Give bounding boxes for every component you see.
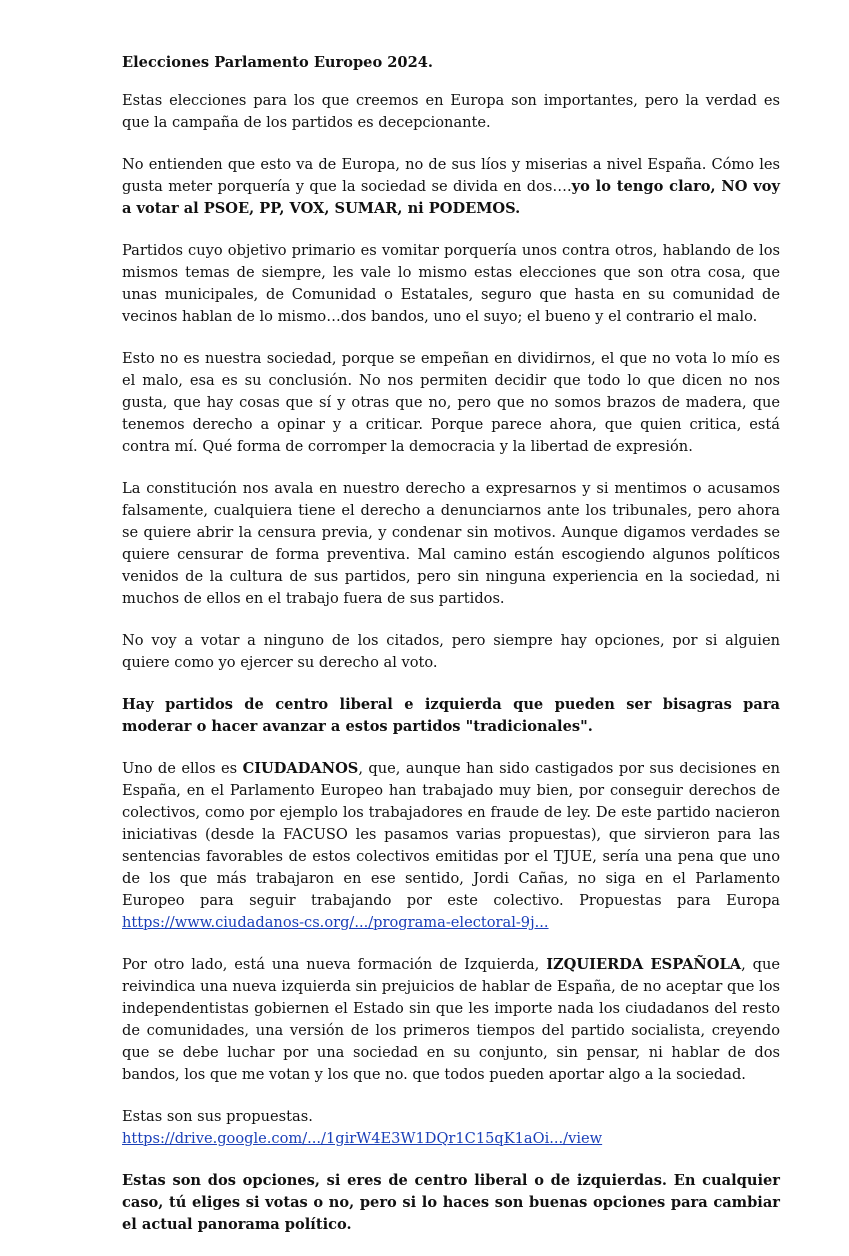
paragraph-ciudadanos-pre: Uno de ellos es — [122, 760, 243, 777]
paragraph-society: Esto no es nuestra sociedad, porque se empeñan en dividirnos, el que no vota lo mío es el malo, esa es su conclusión. No nos permiten decidir que todo lo que dicen no nos gusta, que hay cosas que sí y otras que no, pero que no somos brazos de madera, que tenemos derecho a opinar y a criticar. Porque parece ahora, que quien critica, está contra mí. Qué forma de corromper la democracia y la libertad de expresión. — [122, 350, 780, 455]
paragraph-centre-left: Hay partidos de centro liberal e izquierda que pueden ser bisagras para moderar o hacer avanzar a estos partidos "tradicionales". — [122, 696, 780, 735]
document-page — [122, 52, 780, 1256]
paragraph-ciudadanos — [122, 758, 780, 934]
paragraph-options: No voy a votar a ninguno de los citados, pero siempre hay opciones, por si alguien quiere como yo ejercer su derecho al voto. — [122, 632, 780, 671]
izquierda-proposals-link[interactable]: https://drive.google.com/.../1girW4E3W1DQr1C15qK1aOi.../view — [122, 1130, 603, 1147]
party-name-ciudadanos: CIUDADANOS — [242, 760, 359, 777]
paragraph-parties — [122, 154, 780, 220]
paragraph-parties-bold: yo lo tengo claro, NO voy a votar al PSOE, PP, VOX, SUMAR, ni PODEMOS. — [122, 178, 780, 217]
paragraph-parties-text: No entienden que esto va de Europa, no de sus líos y miserias a nivel España. Cómo les gusta meter porquería y que la sociedad se divida en dos…. — [122, 156, 780, 195]
party-name-izquierda-espanola: IZQUIERDA ESPAÑOLA — [546, 956, 742, 973]
paragraph-izquierda-pre: Por otro lado, está una nueva formación de Izquierda, — [122, 956, 547, 973]
paragraph-izquierda-text: , que reivindica una nueva izquierda sin prejuicios de hablar de España, de no aceptar que los independentistas gobiernen el Estado sin que les importe nada los ciudadanos del resto de comunidades, una versión de los primeros tiempos del partido socialista, creyendo que se debe luchar por una sociedad en su conjunto, sin pensar, ni hablar de dos bandos, los que me votan y los que no. que todos pueden aportar algo a la sociedad. — [122, 956, 781, 1083]
paragraph-constitution: La constitución nos avala en nuestro derecho a expresarnos y si mentimos o acusamos falsamente, cualquiera tiene el derecho a denunciarnos ante los tribunales, pero ahora se quiere abrir la censura previa, y condenar sin motivos. Aunque digamos verdades se quiere censurar de forma preventiva. Mal camino están escogiendo algunos políticos venidos de la cultura de sus partidos, pero sin ninguna experiencia en la sociedad, ni muchos de ellos en el trabajo fuera de sus partidos. — [122, 480, 780, 607]
document-title: Elecciones Parlamento Europeo 2024. — [122, 54, 433, 71]
paragraph-ciudadanos-text: , que, aunque han sido castigados por sus decisiones en España, en el Parlamento Europeo han trabajado muy bien, por conseguir derechos de colectivos, como por ejemplo los trabajadores en fraude de ley. De este partido nacieron iniciativas (desde la FACUSO les pasamos varias propuestas), que sirvieron para las sentencias favorables de estos colectivos emitidas por el TJUE, sería una pena que uno de los que más trabajaron en ese sentido, Jordi Cañas, no siga en el Parlamento Europeo para seguir trabajando por este colectivo. Propuestas para Europa — [122, 760, 780, 909]
paragraph-conclusion: Estas son dos opciones, si eres de centro liberal o de izquierdas. En cualquier caso, tú eliges si votas o no, pero si lo haces son buenas opciones para cambiar el actual panorama político. — [122, 1172, 780, 1233]
ciudadanos-program-link[interactable]: https://www.ciudadanos-cs.org/.../programa-electoral-9j... — [122, 914, 549, 931]
paragraph-proposals — [122, 1106, 780, 1150]
paragraph-izquierda — [122, 954, 780, 1086]
paragraph-intro: Estas elecciones para los que creemos en Europa son importantes, pero la verdad es que la campaña de los partidos es decepcionante. — [122, 92, 780, 131]
paragraph-objective: Partidos cuyo objetivo primario es vomitar porquería unos contra otros, hablando de los mismos temas de siempre, les vale lo mismo estas elecciones que son otra cosa, que unas municipales, de Comunidad o Estatales, seguro que hasta en su comunidad de vecinos hablan de lo mismo…dos bandos, uno el suyo; el bueno y el contrario el malo. — [122, 242, 780, 325]
paragraph-proposals-text: Estas son sus propuestas. — [122, 1108, 313, 1125]
